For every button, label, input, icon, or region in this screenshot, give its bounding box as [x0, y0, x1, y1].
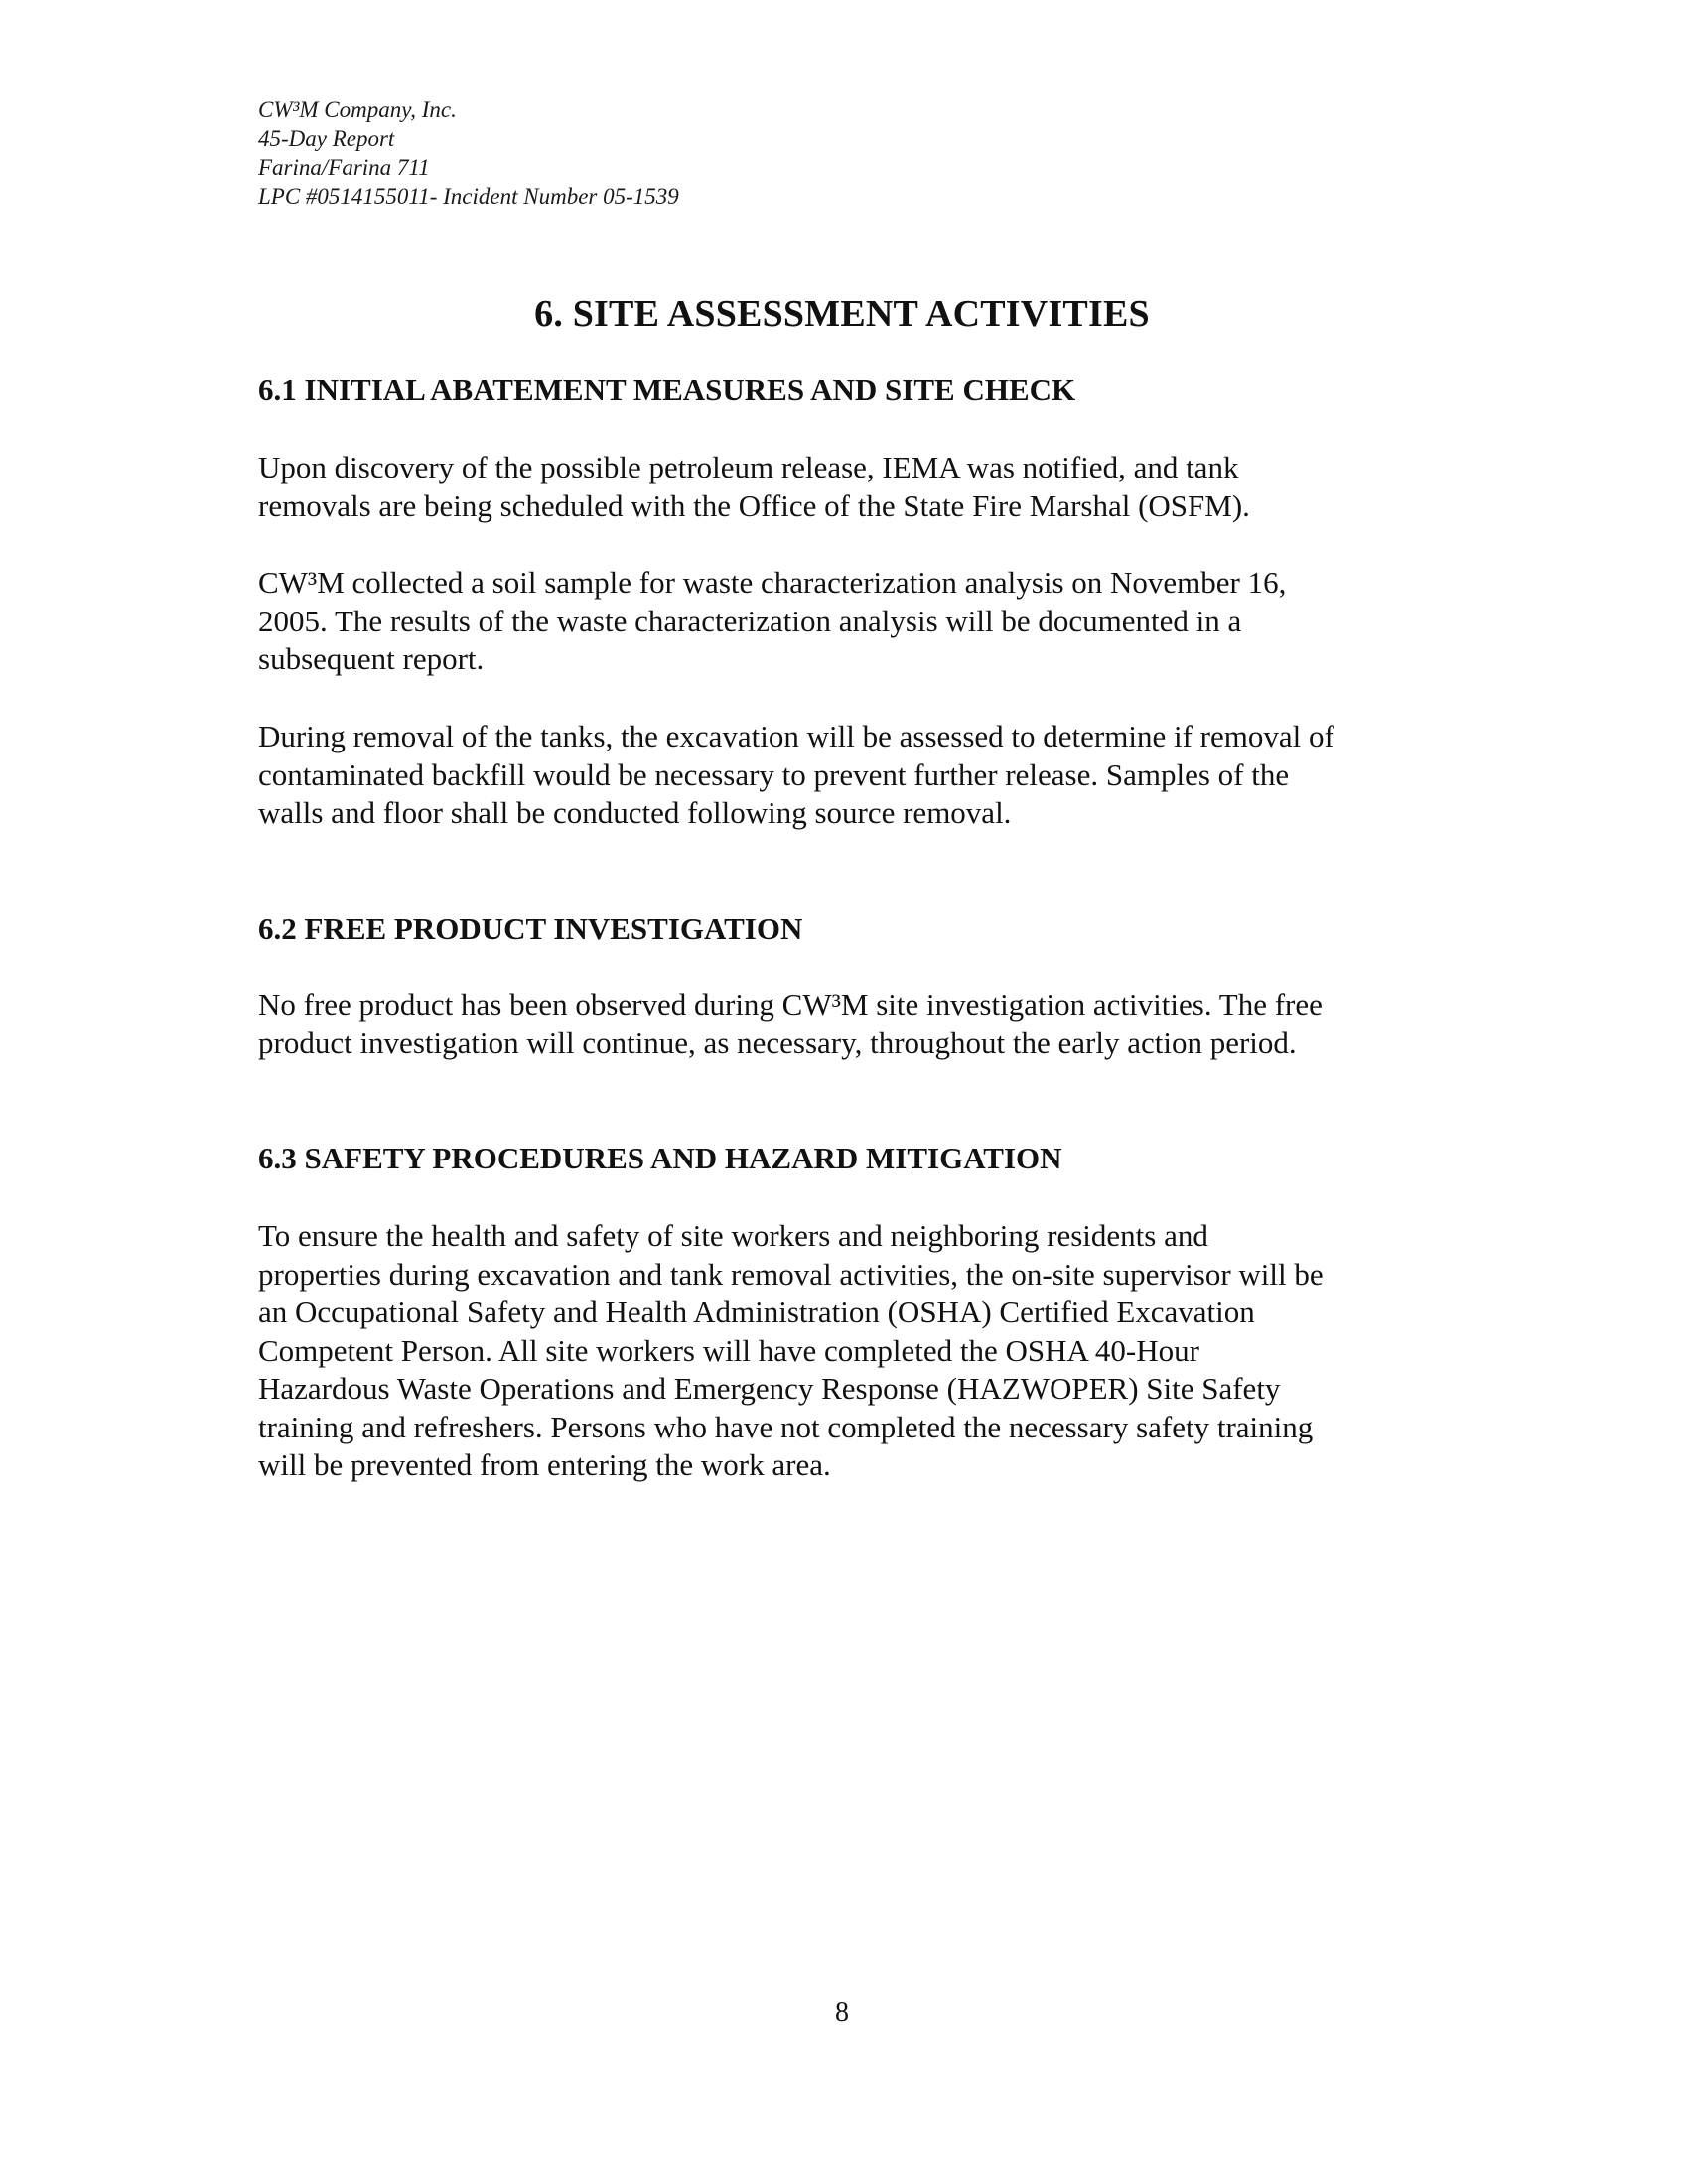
section-heading-6-1: 6.1 INITIAL ABATEMENT MEASURES AND SITE CHECK: [258, 372, 1076, 407]
section-heading-6-2: 6.2 FREE PRODUCT INVESTIGATION: [258, 911, 803, 946]
paragraph-line: No free product has been observed during CW³M site investigation activities. The free: [258, 987, 1323, 1022]
paragraph-6-2: [258, 986, 1450, 1062]
header-site-name: Farina/Farina 711: [258, 155, 430, 180]
paragraph-line: Upon discovery of the possible petroleum release, IEMA was notified, and tank: [258, 450, 1239, 484]
paragraph-line: subsequent report.: [258, 641, 485, 676]
page-title: 6. SITE ASSESSMENT ACTIVITIES: [534, 293, 1150, 335]
report-header: [258, 95, 679, 210]
paragraph-6-1-c: [258, 718, 1450, 833]
paragraph-line: CW³M collected a soil sample for waste characterization analysis on November 16,: [258, 565, 1287, 600]
section-heading-6-3: 6.3 SAFETY PROCEDURES AND HAZARD MITIGATION: [258, 1141, 1062, 1175]
paragraph-6-3: [258, 1217, 1450, 1485]
paragraph-line: properties during excavation and tank removal activities, the on-site supervisor will be: [258, 1256, 1324, 1292]
paragraph-6-1-a: [258, 449, 1450, 525]
paragraph-line: product investigation will continue, as necessary, throughout the early action period.: [258, 1024, 1297, 1060]
paragraph-line: training and refreshers. Persons who have not completed the necessary safety training: [258, 1409, 1314, 1444]
paragraph-line: walls and floor shall be conducted following source removal.: [258, 795, 1012, 830]
paragraph-line: Competent Person. All site workers will have completed the OSHA 40-Hour: [258, 1332, 1199, 1368]
paragraph-line: During removal of the tanks, the excavation will be assessed to determine if removal of: [258, 719, 1334, 753]
paragraph-line: removals are being scheduled with the Office of the State Fire Marshal (OSFM).: [258, 487, 1250, 523]
header-company: CW³M Company, Inc.: [258, 97, 457, 122]
header-report-type: 45-Day Report: [258, 126, 395, 151]
paragraph-line: 2005. The results of the waste characterization analysis will be documented in a: [258, 603, 1242, 638]
paragraph-line: Hazardous Waste Operations and Emergency Response (HAZWOPER) Site Safety: [258, 1371, 1281, 1406]
paragraph-6-1-b: [258, 564, 1450, 679]
paragraph-line: contaminated backfill would be necessary to prevent further release. Samples of the: [258, 756, 1290, 792]
page-number: 8: [835, 1997, 849, 2028]
header-incident-number: LPC #0514155011- Incident Number 05-1539: [258, 184, 679, 208]
paragraph-line: To ensure the health and safety of site workers and neighboring residents and: [258, 1218, 1208, 1253]
paragraph-line: an Occupational Safety and Health Administration (OSHA) Certified Excavation: [258, 1295, 1255, 1329]
paragraph-line: will be prevented from entering the work area.: [258, 1447, 831, 1482]
